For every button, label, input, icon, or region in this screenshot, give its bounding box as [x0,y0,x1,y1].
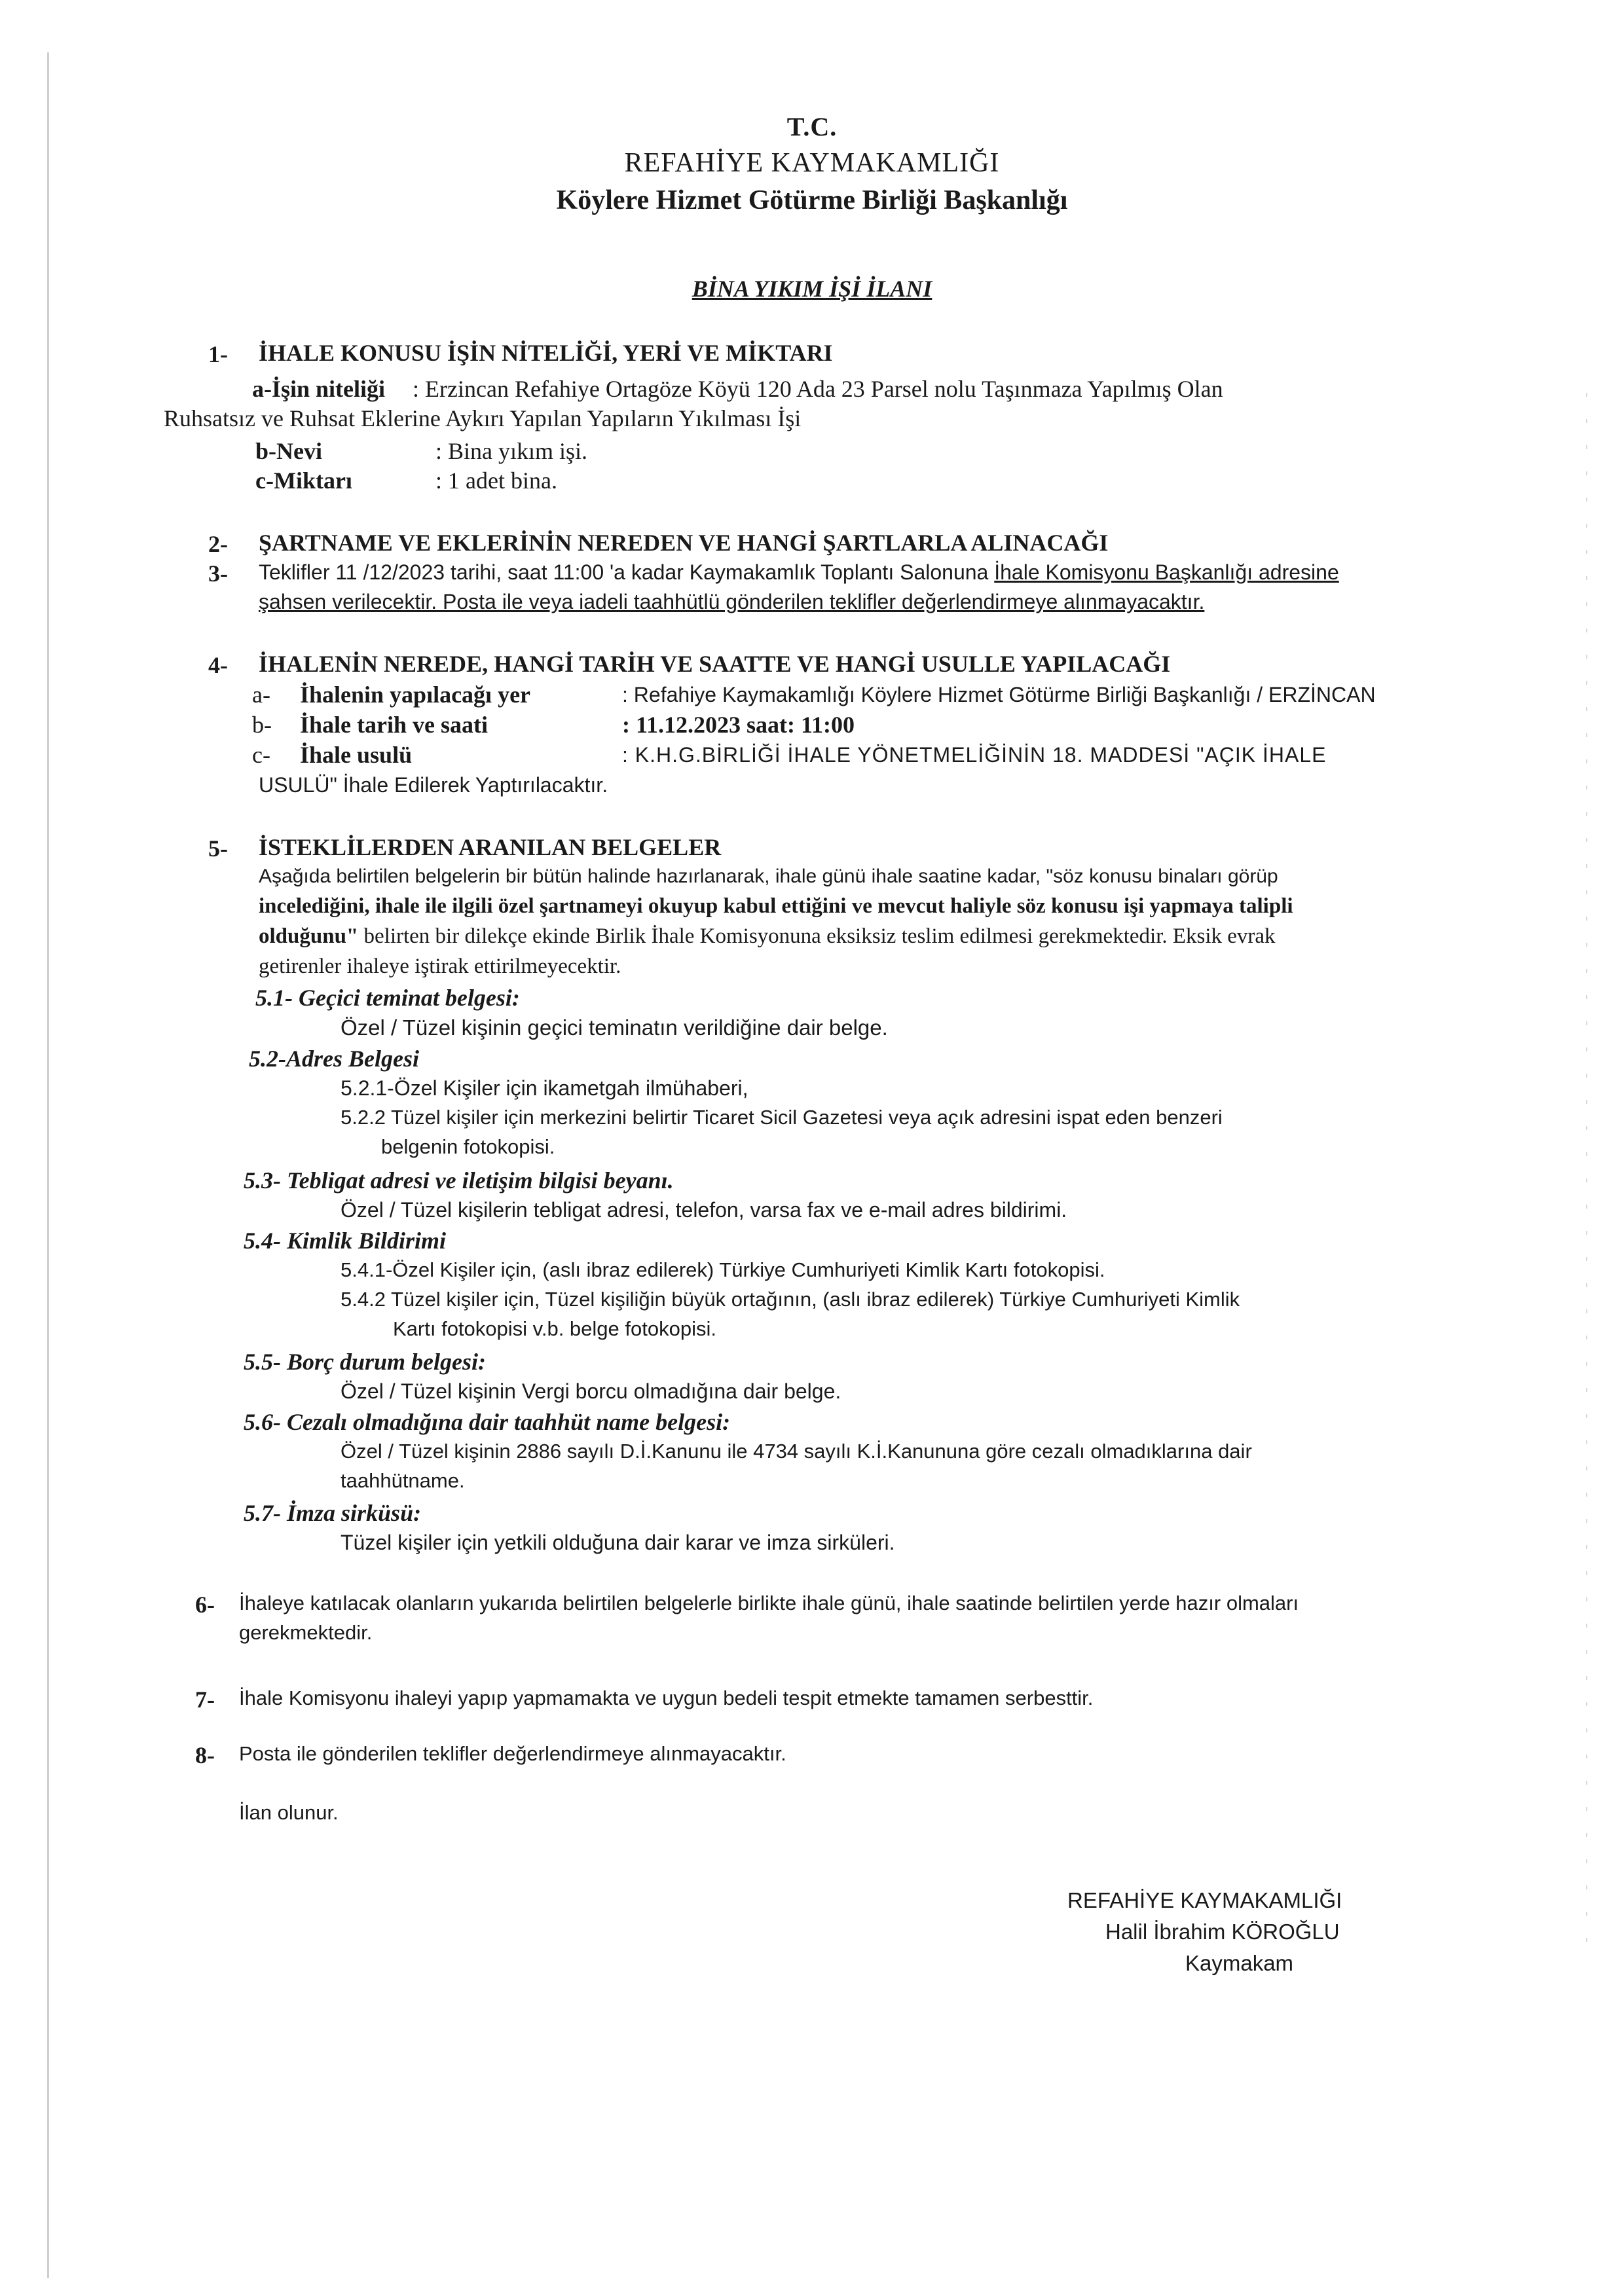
item-5-6-text: Özel / Tüzel kişinin 2886 sayılı D.İ.Kanunu ile 4734 sayılı K.İ.Kanununa göre cezalı olmadıklarına dair [341,1440,1252,1463]
scan-edge-marks [1586,393,1587,1964]
item-5-4-1-text: 5.4.1-Özel Kişiler için, (aslı ibraz edilerek) Türkiye Cumhuriyeti Kimlik Kartı fotokopisi. [341,1258,1105,1281]
section-5-number: 5- [208,835,228,862]
section-8-number: 8- [195,1742,215,1768]
item-5-6-text-cont: taahhütname. [341,1469,465,1492]
section-4-heading: İHALENİN NEREDE, HANGİ TARİH VE SAATTE VE HANGİ USULLE YAPILACAĞI [259,651,1171,677]
item-5-4-2-text: 5.4.2 Tüzel kişiler için, Tüzel kişiliğin büyük ortağının, (aslı ibraz edilerek) Türkiye Cumhuriyeti Kimlik [341,1288,1240,1311]
section-3-text-b: İhale Komisyonu Başkanlığı adresine [994,560,1339,584]
item-5-4-heading: 5.4- Kimlik Bildirimi [244,1228,447,1254]
section-4b-label: İhale tarih ve saati [300,712,488,738]
item-5-2-heading: 5.2-Adres Belgesi [249,1046,419,1072]
signature-name: Halil İbrahim KÖROĞLU [1105,1920,1340,1944]
item-5-7-text: Tüzel kişiler için yetkili olduğuna dair karar ve imza sirküleri. [341,1531,895,1554]
section-6-number: 6- [195,1592,215,1618]
section-2-number: 2- [208,531,228,557]
item-5-7-heading: 5.7- İmza sirküsü: [244,1500,422,1526]
section-4-number: 4- [208,652,228,678]
section-1b-label: b-Nevi [255,438,322,464]
section-4a-mark: a- [252,682,270,708]
item-5-3-heading: 5.3- Tebligat adresi ve iletişim bilgisi beyanı. [244,1167,674,1194]
section-1a-row [252,376,1519,403]
section-7-number: 7- [195,1686,215,1713]
item-5-5-text: Özel / Tüzel kişinin Vergi borcu olmadığına dair belge. [341,1379,841,1403]
section-4a-text: : Refahiye Kaymakamlığı Köylere Hizmet Götürme Birliği Başkanlığı / ERZİNCAN [622,683,1376,706]
header-org: REFAHİYE KAYMAKAMLIĞI [624,148,1000,178]
section-3-text-cont: şahsen verilecektir. Posta ile veya iadeli taahhütlü gönderilen teklifler değerlendirmeye alınmayacaktır. [259,590,1205,613]
section-4b-text: : 11.12.2023 saat: 11:00 [622,712,855,738]
section-1a-text-cont: Ruhsatsız ve Ruhsat Eklerine Aykırı Yapılan Yapıların Yıkılması İşi [164,405,802,431]
section-5-para-line2: incelediğini, ihale ile ilgili özel şartnameyi okuyup kabul ettiğini ve mevcut haliyle söz konusu işi yapmaya talipli [259,894,1293,918]
signature-role: Kaymakam [1185,1951,1294,1975]
item-5-6-heading: 5.6- Cezalı olmadığına dair taahhüt name belgesi: [244,1409,731,1435]
section-1c-text: : 1 adet bina. [435,467,557,494]
section-5-para-line4: getirenler ihaleye iştirak ettirilmeyecektir. [259,955,621,978]
section-3-text [259,561,1339,584]
section-1c-label: c-Miktarı [255,467,352,494]
section-7-text: İhale Komisyonu ihaleyi yapıp yapmamakta ve uygun bedeli tespit etmekte tamamen serbesttir. [239,1686,1094,1709]
section-1-heading: İHALE KONUSU İŞİN NİTELİĞİ, YERİ VE MİKTARI [259,340,833,366]
item-5-5-heading: 5.5- Borç durum belgesi: [244,1349,487,1375]
header-dept: Köylere Hizmet Götürme Birliği Başkanlığı [556,185,1068,215]
section-5-para-line1: Aşağıda belirtilen belgelerin bir bütün halinde hazırlanarak, ihale günü ihale saatine kadar, "söz konusu binaları görüp [259,866,1278,887]
section-4c-text: : K.H.G.BİRLİĞİ İHALE YÖNETMELİĞİNİN 18. MADDESİ "AÇIK İHALE [622,743,1327,767]
document-title: BİNA YIKIM İŞİ İLANI [692,276,932,302]
item-5-2-2-text-cont: belgenin fotokopisi. [381,1135,555,1158]
section-1-number: 1- [208,341,228,367]
section-4c-label: İhale usulü [300,742,413,768]
section-5-para-line3-rest: belirten bir dilekçe ekinde Birlik İhale Komisyonuna eksiksiz teslim edilmesi gerekmektedir. Eksik evrak [358,924,1276,948]
section-8-text: Posta ile gönderilen teklifler değerlendirmeye alınmayacaktır. [239,1742,786,1765]
section-5-para-line3-bold: olduğunu" [259,924,359,948]
section-5-para-line3 [259,924,1276,948]
item-5-2-1-text: 5.2.1-Özel Kişiler için ikametgah ilmühaberi, [341,1076,748,1100]
item-5-2-2-text: 5.2.2 Tüzel kişiler için merkezini belirtir Ticaret Sicil Gazetesi veya açık adresini ispat eden benzeri [341,1106,1223,1129]
section-1a-text: : Erzincan Refahiye Ortagöze Köyü 120 Ada 23 Parsel nolu Taşınmaza Yapılmış Olan [413,376,1223,402]
section-5-heading: İSTEKLİLERDEN ARANILAN BELGELER [259,834,722,860]
item-5-4-2-text-cont: Kartı fotokopisi v.b. belge fotokopisi. [393,1317,716,1340]
section-1a-label: a-İşin niteliği [252,376,386,402]
section-6-text: İhaleye katılacak olanların yukarıda belirtilen belgelerle birlikte ihale günü, ihale saatinde belirtilen yerde hazır olmaları [239,1592,1299,1614]
section-6-text-cont: gerekmektedir. [239,1621,373,1644]
scan-edge-line [47,52,49,2278]
section-4a-label: İhalenin yapılacağı yer [300,682,531,708]
signature-org: REFAHİYE KAYMAKAMLIĞI [1067,1888,1342,1912]
section-4c-text-cont: USULÜ" İhale Edilerek Yaptırılacaktır. [259,773,608,797]
section-3-text-a: Teklifler 11 /12/2023 tarihi, saat 11:00 'a kadar Kaymakamlık Toplantı Salonuna [259,560,995,584]
item-5-1-heading: 5.1- Geçici teminat belgesi: [255,985,520,1011]
header-tc: T.C. [786,112,838,141]
section-4b-mark: b- [252,712,272,738]
section-2-heading: ŞARTNAME VE EKLERİNİN NEREDEN VE HANGİ ŞARTLARLA ALINACAĞI [259,530,1109,556]
section-3-number: 3- [208,560,228,587]
item-5-3-text: Özel / Tüzel kişilerin tebligat adresi, telefon, varsa fax ve e-mail adres bildirimi. [341,1198,1067,1222]
closing-text: İlan olunur. [239,1801,339,1824]
section-4c-mark: c- [252,742,270,768]
section-1b-text: : Bina yıkım işi. [435,438,588,464]
item-5-1-text: Özel / Tüzel kişinin geçici teminatın verildiğine dair belge. [341,1015,888,1040]
